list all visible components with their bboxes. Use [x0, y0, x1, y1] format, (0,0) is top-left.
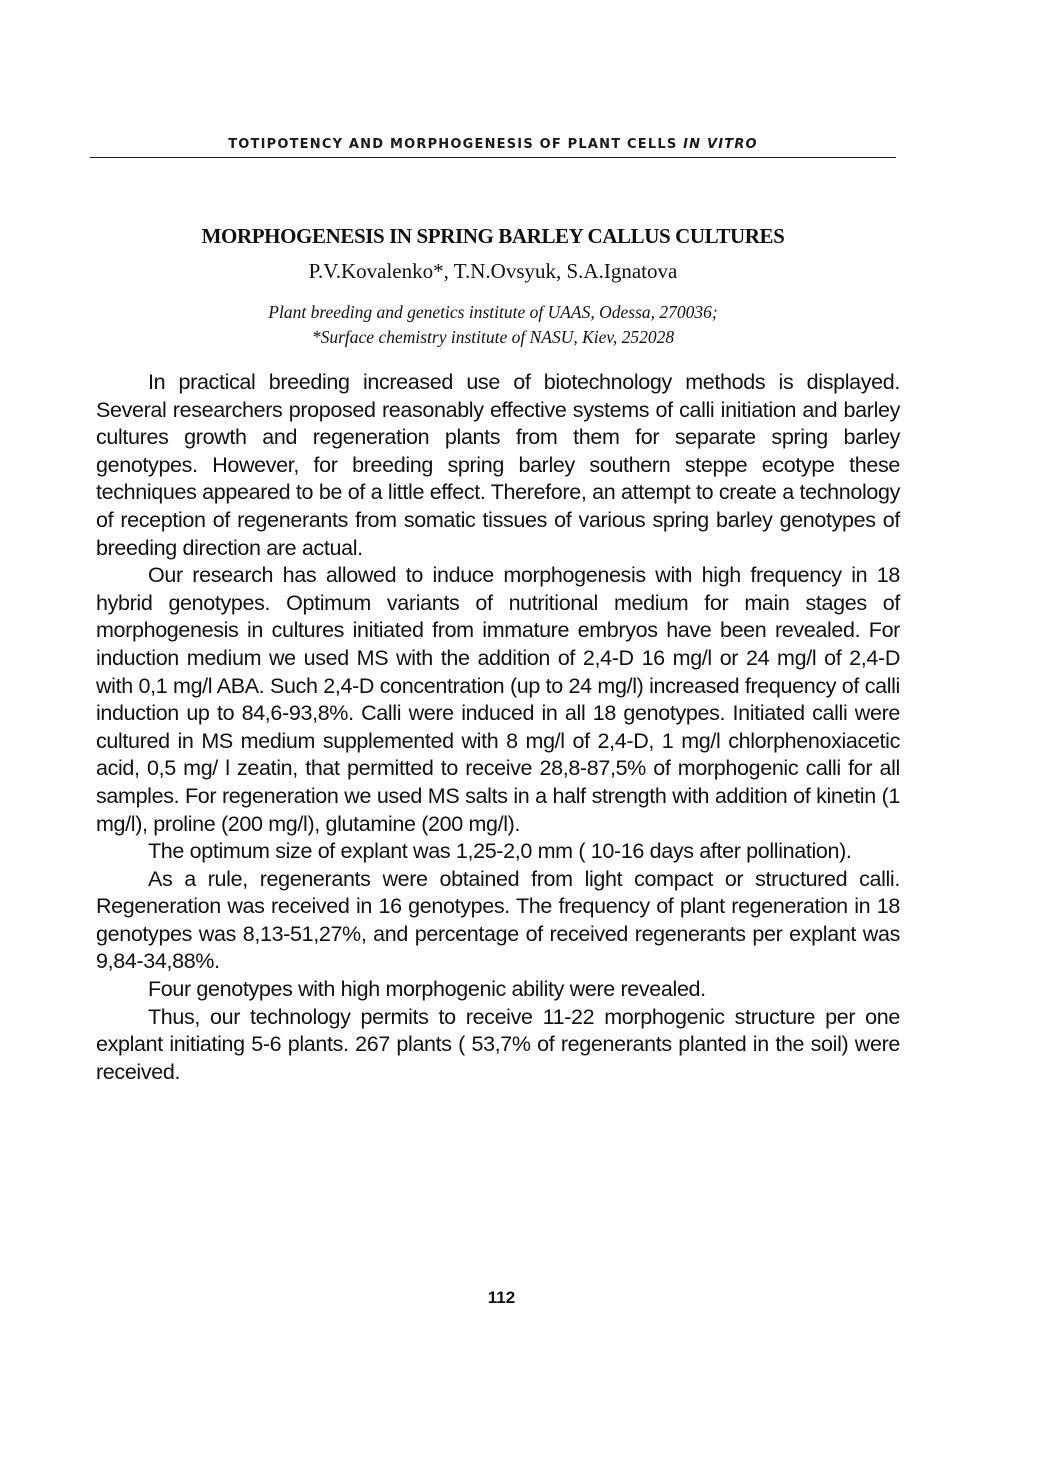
running-head [90, 137, 896, 152]
running-head-italic: IN VITRO [683, 137, 758, 152]
paragraph: Four genotypes with high morphogenic ability were revealed. [148, 977, 706, 1002]
paragraph: The optimum size of explant was 1,25-2,0 mm ( 10-16 days after pollination). [148, 839, 852, 864]
paragraph: Thus, our technology permits to receive 11-22 morphogenic structure per one explant initiating 5-6 plants. 267 plants ( 53,7% of regenerants planted in the soil) were received. [96, 1004, 900, 1084]
header-divider [90, 157, 896, 158]
running-head-text: TOTIPOTENCY AND MORPHOGENESIS OF PLANT CELLS [228, 137, 678, 152]
page-number: 112 [487, 1288, 516, 1307]
article-authors: P.V.Kovalenko*, T.N.Ovsyuk, S.A.Ignatova [308, 259, 678, 283]
affiliation-secondary: *Surface chemistry institute of NASU, Kiev, 252028 [311, 327, 675, 347]
paragraph: As a rule, regenerants were obtained from light compact or structured calli. Regeneration was received in 16 genotypes. The frequency of plant regeneration in 18 genotypes was 8,13-51,27%, and percentage of received regenerants per explant was 9,84-34,88%. [96, 866, 900, 974]
paragraph: Our research has allowed to induce morphogenesis with high frequency in 18 hybrid genotypes. Optimum variants of nutritional medium for main stages of morphogenesis in cultures initiated from immature embryos have been revealed. For induction medium we used MS with the addition of 2,4-D 16 mg/l or 24 mg/l of 2,4-D with 0,1 mg/l ABA. Such 2,4-D concentration (up to 24 mg/l) increased frequency of calli induction up to 84,6-93,8%. Calli were induced in all 18 genotypes. Initiated calli were cultured in MS medium supplemented with 8 mg/l of 2,4-D, 1 mg/l chlorphenoxiacetic acid, 0,5 mg/ l zeatin, that permitted to receive 28,8-87,5% of morphogenic calli for all samples. For regeneration we used MS salts in a half strength with addition of kinetin (1 mg/l), proline (200 mg/l), glutamine (200 mg/l). [96, 563, 900, 836]
affiliation-primary: Plant breeding and genetics institute of UAAS, Odessa, 270036; [268, 302, 718, 322]
paragraph: In practical breeding increased use of biotechnology methods is displayed. Several researchers proposed reasonably effective systems of calli initiation and barley cultures growth and regeneration plants from them for separate spring barley genotypes. However, for breeding spring barley southern steppe ecotype these techniques appeared to be of a little effect. Therefore, an attempt to create a technology of reception of regenerants from somatic tissues of various spring barley genotypes of breeding direction are actual. [96, 370, 900, 560]
article-body [96, 369, 900, 1086]
article-title: MORPHOGENESIS IN SPRING BARLEY CALLUS CULTURES [201, 224, 785, 248]
